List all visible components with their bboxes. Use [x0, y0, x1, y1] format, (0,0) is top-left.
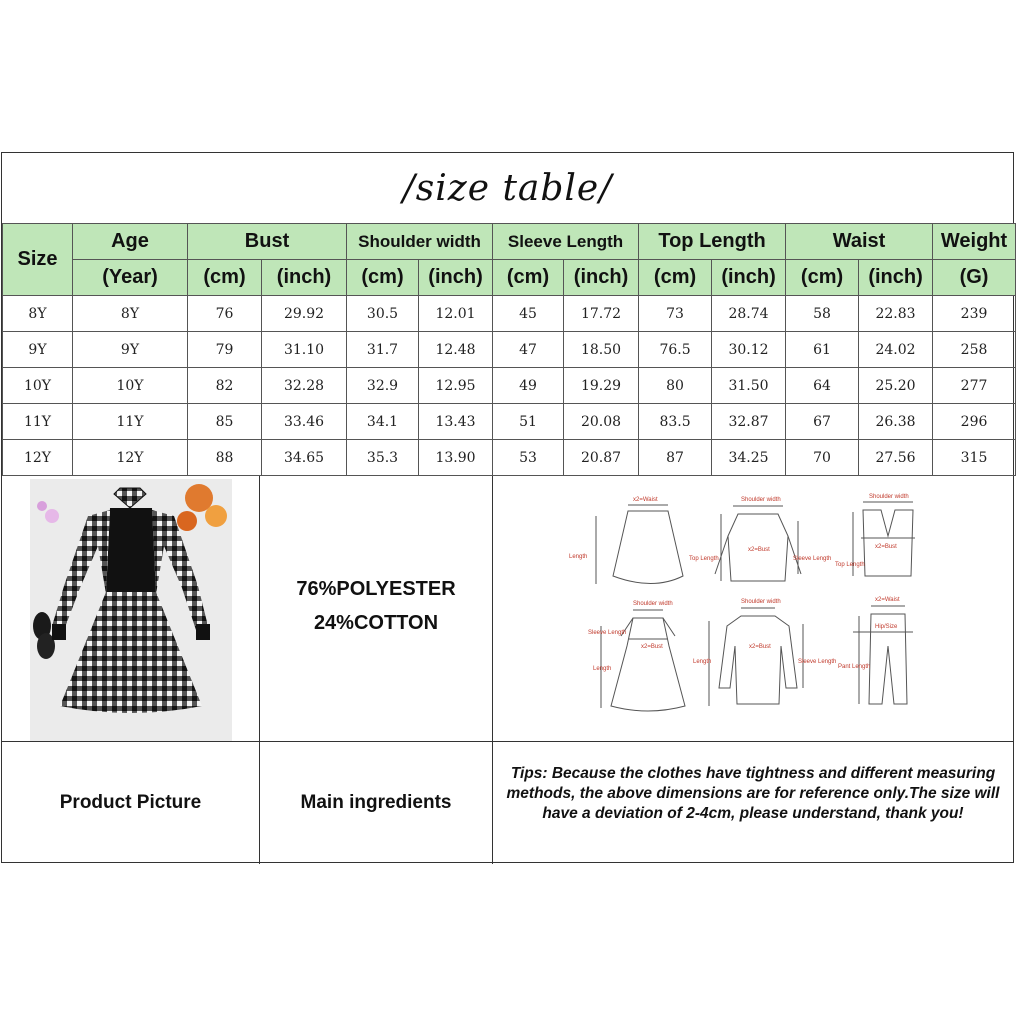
table-cell: 31.7 — [347, 332, 419, 368]
label-sweater-length: Length — [693, 659, 712, 665]
header-bust: Bust — [188, 224, 347, 260]
label-dress-bust: x2=Bust — [641, 644, 663, 650]
label-dress-sleeve: Sleeve Length — [588, 630, 627, 636]
table-cell: 67 — [786, 404, 859, 440]
table-cell: 12.01 — [419, 296, 493, 332]
unit-waist-cm: (cm) — [786, 260, 859, 296]
table-cell: 9Y — [3, 332, 73, 368]
table-cell: 24.02 — [859, 332, 933, 368]
table-cell: 73 — [639, 296, 712, 332]
header-size: Size — [3, 224, 73, 296]
table-cell: 30.5 — [347, 296, 419, 332]
table-cell: 80 — [639, 368, 712, 404]
table-cell: 88 — [188, 440, 262, 476]
label-jacket-sleeve: Sleeve Length — [793, 556, 832, 562]
table-cell: 296 — [933, 404, 1016, 440]
table-cell: 26.38 — [859, 404, 933, 440]
table-cell: 20.87 — [564, 440, 639, 476]
table-cell: 34.65 — [262, 440, 347, 476]
material-cotton: 24%COTTON — [313, 612, 439, 634]
table-cell: 45 — [493, 296, 564, 332]
table-cell: 22.83 — [859, 296, 933, 332]
unit-sleeve-inch: (inch) — [564, 260, 639, 296]
table-cell: 29.92 — [262, 296, 347, 332]
label-jacket-bust: x2=Bust — [748, 547, 770, 553]
label-skirt-length: Length — [569, 554, 588, 560]
label-pants-hip: Hip/Size — [875, 624, 898, 630]
product-picture-label: Product Picture — [2, 742, 260, 864]
table-cell: 32.28 — [262, 368, 347, 404]
table-cell: 18.50 — [564, 332, 639, 368]
table-cell: 87 — [639, 440, 712, 476]
table-cell: 8Y — [3, 296, 73, 332]
table-cell: 12.48 — [419, 332, 493, 368]
label-sweater-bust: x2=Bust — [749, 644, 771, 650]
table-cell: 12Y — [3, 440, 73, 476]
unit-top-inch: (inch) — [712, 260, 786, 296]
info-section — [2, 476, 1013, 864]
label-dress-length: Length — [593, 666, 612, 672]
table-cell: 13.90 — [419, 440, 493, 476]
table-cell: 12Y — [73, 440, 188, 476]
unit-waist-inch: (inch) — [859, 260, 933, 296]
unit-bust-inch: (inch) — [262, 260, 347, 296]
table-cell: 79 — [188, 332, 262, 368]
header-shoulder-width: Shoulder width — [347, 224, 493, 260]
table-cell: 13.43 — [419, 404, 493, 440]
main-ingredients-label: Main ingredients — [260, 742, 493, 864]
table-cell: 34.25 — [712, 440, 786, 476]
table-cell: 19.29 — [564, 368, 639, 404]
table-row — [3, 332, 1016, 368]
table-row — [3, 404, 1016, 440]
header-row-2 — [3, 260, 1016, 296]
table-cell: 31.10 — [262, 332, 347, 368]
table-cell: 27.56 — [859, 440, 933, 476]
measurement-diagram — [493, 476, 1013, 742]
chart-title: /size table/ — [2, 153, 1013, 224]
table-cell: 53 — [493, 440, 564, 476]
table-cell: 35.3 — [347, 440, 419, 476]
table-cell: 33.46 — [262, 404, 347, 440]
header-weight: Weight — [933, 224, 1016, 260]
unit-shoulder-cm: (cm) — [347, 260, 419, 296]
table-cell: 11Y — [3, 404, 73, 440]
table-row — [3, 296, 1016, 332]
table-cell: 9Y — [73, 332, 188, 368]
table-cell: 31.50 — [712, 368, 786, 404]
label-jacket-top-length: Top Length — [689, 556, 719, 562]
table-cell: 12.95 — [419, 368, 493, 404]
table-cell: 25.20 — [859, 368, 933, 404]
table-cell: 28.74 — [712, 296, 786, 332]
table-row — [3, 440, 1016, 476]
table-cell: 10Y — [3, 368, 73, 404]
label-dress-shoulder: Shoulder width — [633, 601, 673, 607]
table-cell: 277 — [933, 368, 1016, 404]
label-waist: x2=Waist — [633, 497, 658, 503]
table-cell: 76 — [188, 296, 262, 332]
unit-shoulder-inch: (inch) — [419, 260, 493, 296]
table-cell: 8Y — [73, 296, 188, 332]
tips-cell — [493, 742, 1013, 864]
table-cell: 61 — [786, 332, 859, 368]
product-photo-cell — [2, 476, 260, 742]
tips-text: Tips: Because the clothes have tightness and different measuring methods, the above dimensions are for reference only.The size will have a deviation of 2-4cm, please understand, thank you! — [506, 765, 1000, 822]
table-cell: 47 — [493, 332, 564, 368]
table-cell: 64 — [786, 368, 859, 404]
table-cell: 315 — [933, 440, 1016, 476]
label-pants-length: Pant Length — [838, 664, 871, 670]
table-cell: 32.9 — [347, 368, 419, 404]
size-chart-sheet — [1, 152, 1014, 863]
table-cell: 32.87 — [712, 404, 786, 440]
label-pants-waist: x2=Waist — [875, 597, 900, 603]
table-cell: 70 — [786, 440, 859, 476]
header-age: Age — [73, 224, 188, 260]
label-vest-top-length: Top Length — [835, 562, 865, 568]
header-sleeve-length: Sleeve Length — [493, 224, 639, 260]
table-cell: 239 — [933, 296, 1016, 332]
unit-bust-cm: (cm) — [188, 260, 262, 296]
table-cell: 11Y — [73, 404, 188, 440]
label-sweater-sleeve: Sleeve Length — [798, 659, 837, 665]
product-photo — [2, 476, 260, 742]
table-cell: 85 — [188, 404, 262, 440]
table-cell: 17.72 — [564, 296, 639, 332]
label-vest-shoulder: Shoulder width — [869, 494, 909, 500]
unit-weight-g: (G) — [933, 260, 1016, 296]
size-table-body — [3, 296, 1016, 476]
size-table — [2, 223, 1016, 476]
table-cell: 83.5 — [639, 404, 712, 440]
table-cell: 34.1 — [347, 404, 419, 440]
table-cell: 49 — [493, 368, 564, 404]
label-jacket-shoulder: Shoulder width — [741, 497, 781, 503]
label-vest-bust: x2=Bust — [875, 544, 897, 550]
table-cell: 51 — [493, 404, 564, 440]
material-polyester: 76%POLYESTER — [296, 578, 456, 600]
header-waist: Waist — [786, 224, 933, 260]
table-cell: 30.12 — [712, 332, 786, 368]
table-cell: 10Y — [73, 368, 188, 404]
measurement-diagram-cell — [493, 476, 1013, 742]
label-sweater-shoulder: Shoulder width — [741, 599, 781, 605]
unit-sleeve-cm: (cm) — [493, 260, 564, 296]
unit-top-cm: (cm) — [639, 260, 712, 296]
table-row — [3, 368, 1016, 404]
table-cell: 258 — [933, 332, 1016, 368]
material-cell — [260, 476, 493, 742]
table-cell: 20.08 — [564, 404, 639, 440]
table-cell: 58 — [786, 296, 859, 332]
header-row-1 — [3, 224, 1016, 260]
table-cell: 76.5 — [639, 332, 712, 368]
header-top-length: Top Length — [639, 224, 786, 260]
table-cell: 82 — [188, 368, 262, 404]
unit-year: (Year) — [73, 260, 188, 296]
